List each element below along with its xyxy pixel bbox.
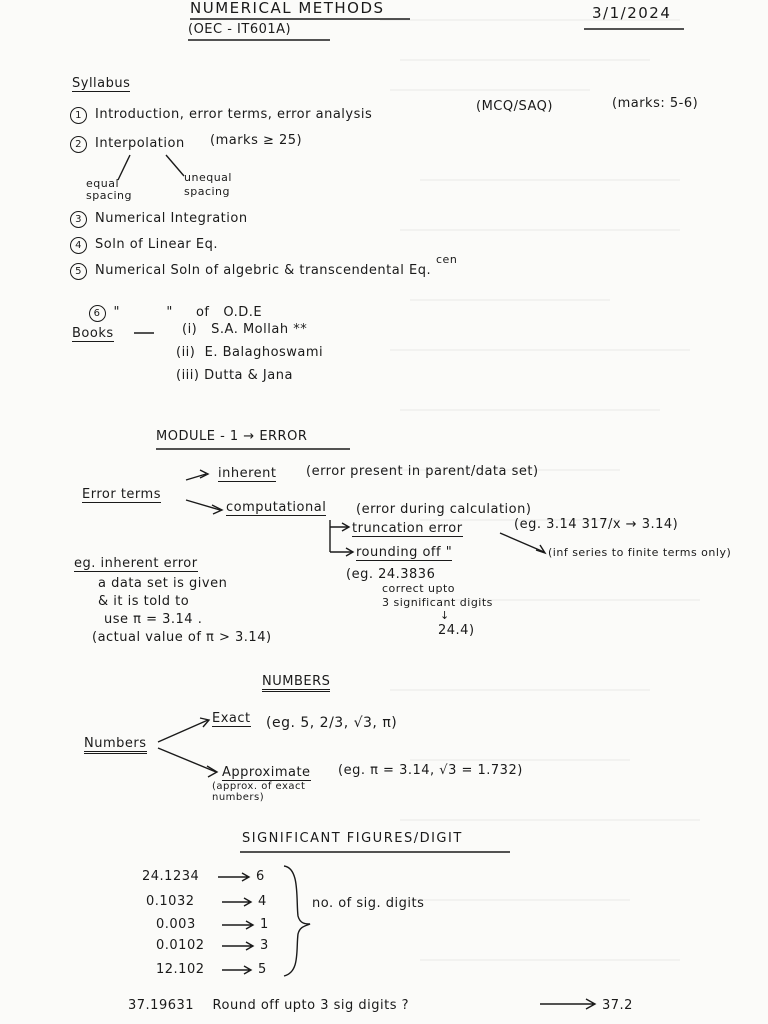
inherent-eg-heading: eg. inherent error [74, 556, 198, 571]
syllabus-item-1 [70, 107, 372, 124]
truncation-label: truncation error [352, 521, 463, 536]
curly-brace [284, 866, 310, 976]
arrow-right [222, 966, 251, 974]
syllabus-item-4 [70, 237, 218, 254]
number-circle: 3 [70, 211, 87, 228]
book-1: (i) S.A. Mollah ** [182, 322, 308, 337]
module-heading: MODULE - 1 → ERROR [156, 429, 308, 444]
sigfig-heading: SIGNIFICANT FIGURES/DIGIT [242, 831, 463, 846]
page-title: NUMERICAL METHODS [190, 0, 385, 17]
syllabus-item-text: Introduction, error terms, error analysis [95, 107, 373, 122]
error-terms-label: Error terms [82, 487, 161, 502]
number-circle: 5 [70, 263, 87, 280]
syllabus-item-text: Numerical Soln of algebric & transcendental Eq. [95, 263, 432, 278]
rounding-eg-4: ↓ [440, 609, 450, 622]
syllabus-item-5 [70, 263, 431, 280]
arrow-to-inherent [186, 474, 206, 480]
arrow-to-computational [186, 500, 220, 510]
book-3: (iii) Dutta & Jana [176, 368, 293, 383]
numbers-heading: NUMBERS [262, 674, 330, 692]
round-off-answer: 37.2 [602, 998, 633, 1013]
branch-line-left [118, 155, 130, 180]
rounding-eg-1: (eg. 24.3836 [346, 567, 436, 582]
sigfig-value: 12.102 [156, 962, 205, 977]
inherent-note: (error present in parent/data set) [306, 464, 539, 479]
books-label: Books [72, 326, 114, 341]
sigfig-value: 24.1234 [142, 869, 200, 884]
book-2: (ii) E. Balaghoswami [176, 345, 324, 360]
exact-example: (eg. 5, 2/3, √3, π) [266, 715, 398, 731]
numbers-label: Numbers [84, 736, 147, 754]
sigfig-count: 6 [256, 869, 265, 884]
sigfig-count: 4 [258, 894, 267, 909]
computational-note: (error during calculation) [356, 502, 532, 517]
course-code: (OEC - IT601A) [188, 22, 292, 37]
inherent-label: inherent [218, 466, 277, 481]
syllabus-item-text: Soln of Linear Eq. [95, 237, 218, 252]
arrow-to-approximate [158, 748, 216, 772]
syllabus-item-2 [70, 136, 185, 153]
arrow-right [222, 942, 253, 950]
sigfig-value: 0.0102 [156, 938, 205, 953]
syllabus-item-text: Numerical Integration [95, 211, 248, 226]
approx-subnote: (approx. of exact numbers) [212, 781, 306, 803]
number-circle: 6 [89, 305, 106, 322]
inherent-eg-1: a data set is given [98, 576, 228, 591]
inherent-eg-3: use π = 3.14 . [104, 612, 203, 627]
number-circle: 4 [70, 237, 87, 254]
spelling-insert: cen [436, 253, 458, 266]
date: 3/1/2024 [592, 4, 672, 22]
arrow-to-exact [158, 720, 208, 742]
arrow-right [222, 921, 253, 929]
interp-branch-equal: equal spacing [86, 177, 133, 202]
inherent-eg-4: (actual value of π > 3.14) [92, 630, 272, 645]
series-note: (inf series to finite terms only) [548, 546, 732, 559]
sigfig-brace-note: no. of sig. digits [312, 896, 425, 911]
syllabus-item-1-tag: (MCQ/SAQ) [476, 99, 553, 114]
inherent-eg-2: & it is told to [98, 594, 190, 609]
branch-line-right [166, 155, 184, 176]
sigfig-value: 0.1032 [146, 894, 195, 909]
exact-label: Exact [212, 711, 251, 726]
syllabus-item-3 [70, 211, 248, 228]
computational-label: computational [226, 500, 327, 515]
number-circle: 1 [70, 107, 87, 124]
syllabus-item-2-marks: (marks ≥ 25) [210, 133, 303, 148]
arrowhead [346, 548, 353, 556]
sigfig-value: 0.003 [156, 917, 196, 932]
sigfig-count: 1 [260, 917, 269, 932]
arrowhead [342, 523, 349, 531]
syllabus-item-text: Interpolation [95, 136, 185, 151]
arrowhead [207, 766, 217, 777]
rounding-label: rounding off " [356, 545, 453, 560]
rounding-eg-3: 3 significant digits [382, 596, 493, 609]
truncation-example: (eg. 3.14 317/x → 3.14) [514, 517, 679, 532]
arrowhead [200, 718, 209, 727]
approx-label: Approximate [222, 765, 311, 780]
arrowhead [200, 470, 208, 478]
sigfig-count: 5 [258, 962, 267, 977]
sigfig-count: 3 [260, 938, 269, 953]
arrow-right [222, 898, 251, 906]
rounding-eg-5: 24.4) [438, 623, 475, 638]
arrowhead [212, 505, 222, 514]
round-off-question: 37.19631 Round off upto 3 sig digits ? [128, 998, 410, 1013]
number-circle: 2 [70, 136, 87, 153]
syllabus-item-1-marks: (marks: 5-6) [612, 96, 699, 111]
approx-example: (eg. π = 3.14, √3 = 1.732) [338, 763, 523, 778]
interp-branch-unequal: unequal spacing [184, 171, 232, 198]
rounding-eg-2: correct upto [382, 582, 456, 595]
arrow-right [218, 873, 249, 881]
syllabus-item-text: " " of O.D.E [113, 305, 263, 320]
syllabus-heading: Syllabus [72, 76, 131, 91]
